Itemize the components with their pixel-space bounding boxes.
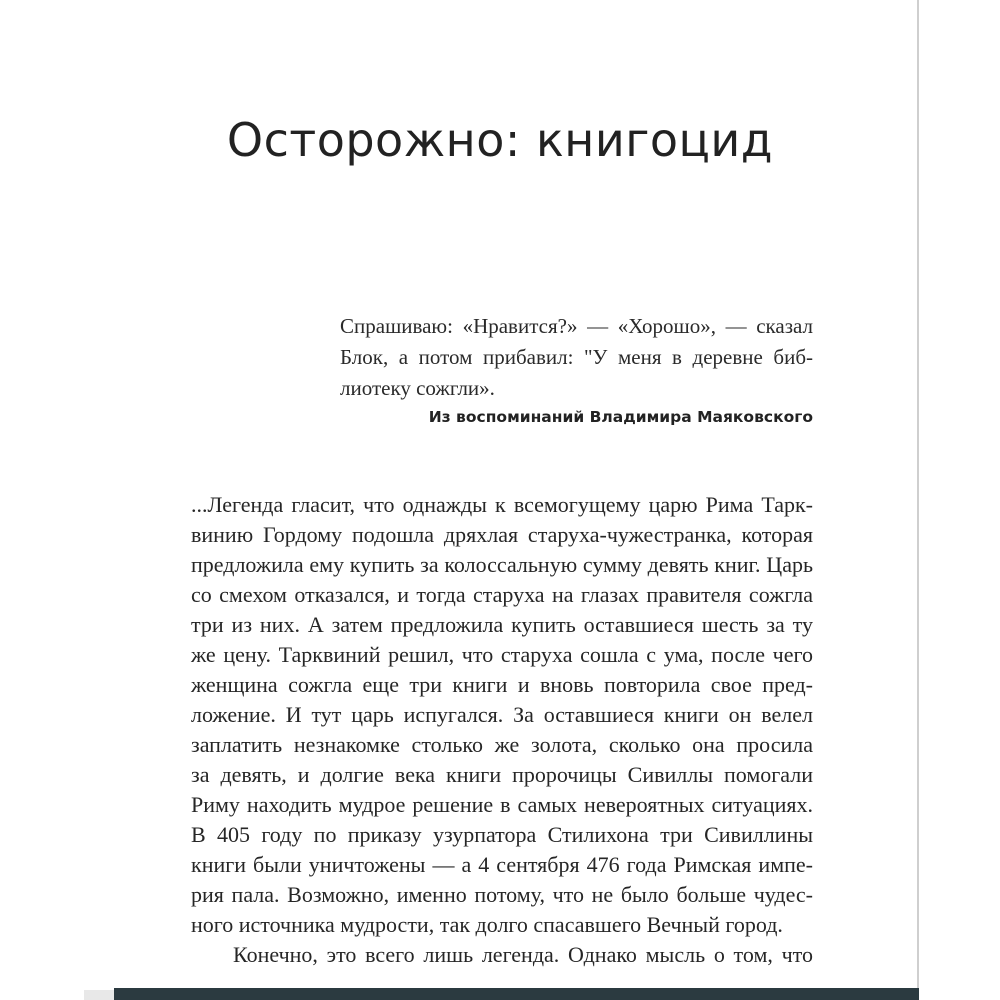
body-line: за девять, и долгие века книги пророчицы Сивиллы помогали	[191, 762, 813, 787]
body-line: предложила ему купить за колоссальную сумму девять книг. Царь	[191, 552, 813, 577]
body-text	[191, 490, 813, 970]
body-line: рия пала. Возможно, именно потому, что не было больше чудес-	[191, 882, 813, 907]
epigraph-attribution: Из воспоминаний Владимира Маяковского	[428, 408, 813, 426]
epigraph	[340, 311, 813, 404]
chapter-title: Осторожно: книгоцид	[226, 113, 774, 167]
body-line: ложение. И тут царь испугался. За оставшиеся книги он велел	[191, 702, 813, 727]
body-line: книги были уничтожены — а 4 сентября 476 года Римская импе-	[191, 852, 813, 877]
body-line: Риму находить мудрое решение в самых невероятных ситуациях.	[191, 792, 813, 817]
bottom-edge-bar	[114, 988, 919, 1000]
body-line: Конечно, это всего лишь легенда. Однако мысль о том, что	[233, 942, 813, 967]
body-line: винию Гордому подошла дряхлая старуха-чужестранка, которая	[191, 522, 813, 547]
epigraph-line: лиотеку сожгли».	[340, 376, 495, 400]
body-line: ...Легенда гласит, что однажды к всемогущему царю Рима Тарк-	[191, 492, 813, 517]
body-line: заплатить незнакомке столько же золота, сколько она просила	[191, 732, 813, 757]
body-line: три из них. А затем предложила купить оставшиеся шесть за ту	[191, 612, 813, 637]
body-line: женщина сожгла еще три книги и вновь повторила свое пред-	[191, 672, 813, 697]
body-line: же цену. Тарквиний решил, что старуха сошла с ума, после чего	[191, 642, 813, 667]
epigraph-line: Блок, а потом прибавил: "У меня в деревне биб-	[340, 345, 813, 369]
body-line: ного источника мудрости, так долго спасавшего Вечный город.	[191, 912, 783, 937]
body-line: со смехом отказался, и тогда старуха на глазах правителя сожгла	[191, 582, 813, 607]
body-line: В 405 году по приказу узурпатора Стилихона три Сивиллины	[191, 822, 813, 847]
epigraph-line: Спрашиваю: «Нравится?» — «Хорошо», — сказал	[340, 314, 813, 338]
bottom-edge-light	[84, 990, 114, 1000]
